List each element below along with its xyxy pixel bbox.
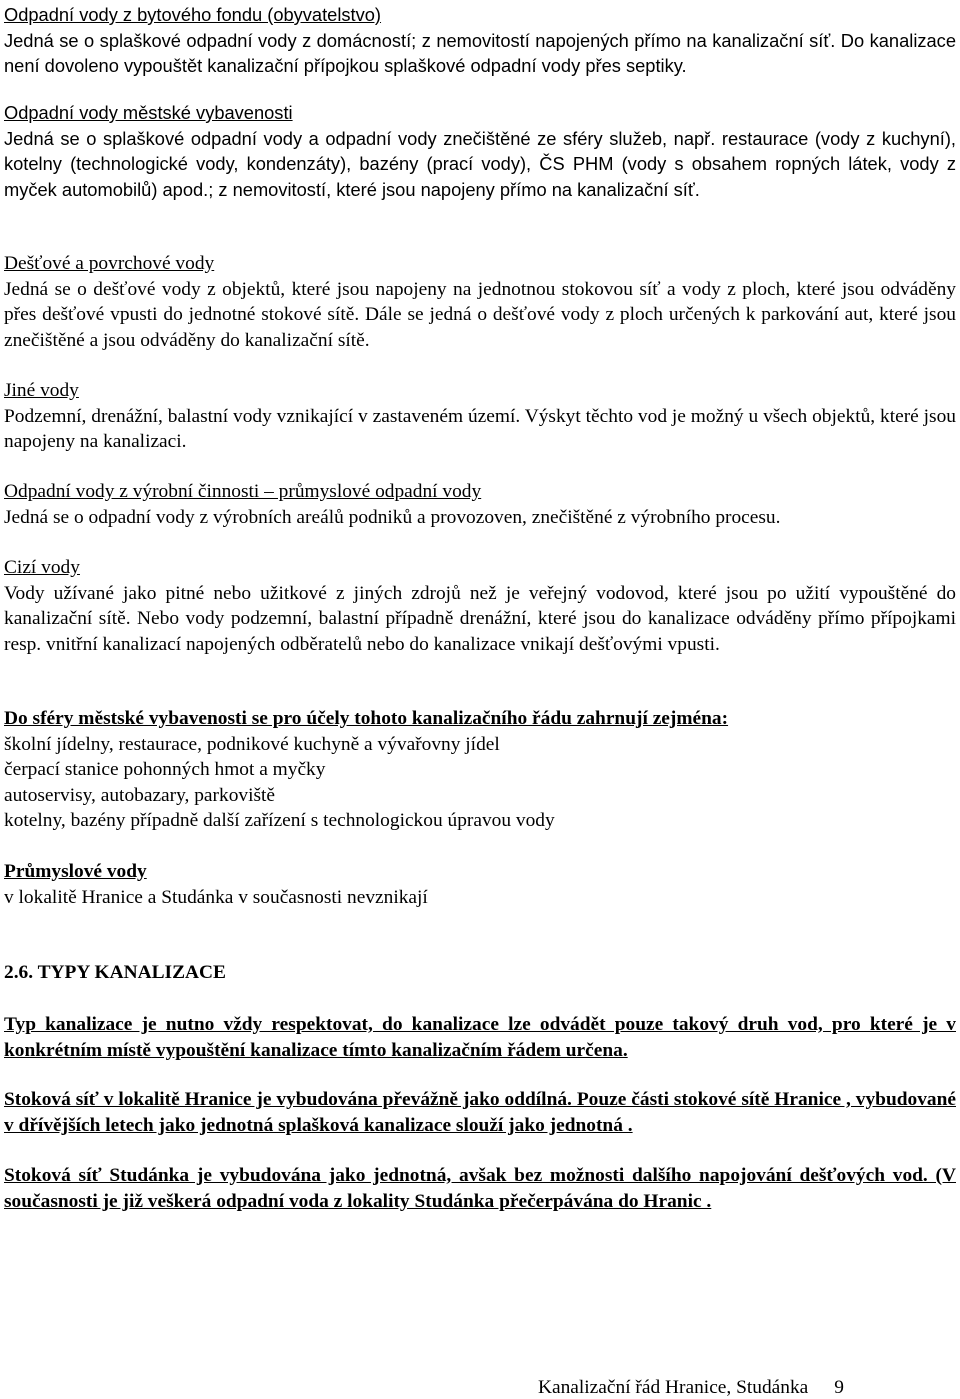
section-body: Vody užívané jako pitné nebo užitkové z jiných zdrojů než je veřejný vodovod, které jsou po užití vypouštěné do kanalizační sítě. Nebo vody podzemní, balastní případně drenážní, které jsou do kanalizace odváděny přímo přípojkami resp. vnitřní kanalizací napojených odběratelů nebo do kanalizace vnikají dešťovými vpusti.	[4, 582, 956, 655]
section-heading: Odpadní vody z výrobní činnosti – průmyslové odpadní vody	[4, 481, 482, 502]
section-heading: Odpadní vody městské vybavenosti	[4, 102, 293, 123]
section-mestska-vybavenost	[4, 100, 956, 202]
list-item: autoservisy, autobazary, parkoviště	[4, 784, 276, 806]
chapter-paragraph: Typ kanalizace je nutno vždy respektovat, do kanalizace lze odvádět pouze takový druh vod, pro které je v konkrétním místě vypouštění kanalizace tímto kanalizačním řádem určena.	[4, 1014, 956, 1061]
section-heading: Odpadní vody z bytového fondu (obyvatelstvo)	[4, 4, 382, 25]
section-cizi-vody	[4, 555, 956, 657]
section-body: Jedná se o odpadní vody z výrobních areálů podniků a provozoven, znečištěné z výrobního procesu.	[4, 506, 781, 528]
page-footer	[538, 1377, 844, 1399]
chapter-title: 2.6. TYPY KANALIZACE	[4, 962, 226, 983]
section-heading: Dešťové a povrchové vody	[4, 253, 215, 274]
chapter-paragraph: Stoková síť v lokalitě Hranice je vybudována převážně jako oddílná. Pouze části stokové sítě Hranice , vybudované v dřívějších letech jako jednotná splašková kanalizace slouží jako jednotná .	[4, 1089, 956, 1136]
section-heading: Jiné vody	[4, 380, 79, 401]
list-item: školní jídelny, restaurace, podnikové kuchyně a vývařovny jídel	[4, 733, 500, 755]
section-body: Jedná se o splaškové odpadní vody z domácností; z nemovitostí napojených přímo na kanalizační síť. Do kanalizace není dovoleno vypouštět kanalizační přípojkou splaškové odpadní vody přes septiky.	[4, 29, 956, 77]
sfera-list-section	[4, 706, 956, 834]
list-item: kotelny, bazény případně další zařízení s technologickou úpravou vody	[4, 810, 555, 832]
section-destove-vody	[4, 251, 956, 353]
section-jine-vody	[4, 378, 956, 455]
section-prumyslove-vody	[4, 859, 956, 910]
section-bytovy-fond	[4, 2, 956, 79]
page-number: 9	[834, 1377, 844, 1398]
section-heading: Průmyslové vody	[4, 861, 147, 882]
section-body: Jedná se o dešťové vody z objektů, které jsou napojeny na jednotnou stokovou síť a vody z ploch, které jsou odváděny přes dešťové vpusti do jednotné stokové sítě. Dále se jedná o dešťové vody z ploch určených k parkování aut, které jsou znečištěné a jsou odváděny do kanalizační sítě.	[4, 278, 956, 351]
section-heading: Cizí vody	[4, 557, 80, 578]
list-item: čerpací stanice pohonných hmot a myčky	[4, 759, 326, 781]
sfera-heading: Do sféry městské vybavenosti se pro účely tohoto kanalizačního řádu zahrnují zejména:	[4, 708, 729, 729]
section-prumyslove-odpadni-vody	[4, 479, 956, 530]
section-body: v lokalitě Hranice a Studánka v současnosti nevznikají	[4, 886, 428, 908]
section-body: Podzemní, drenážní, balastní vody vznikající v zastaveném území. Výskyt těchto vod je možný u všech objektů, které jsou napojeny na kanalizaci.	[4, 405, 956, 453]
section-body: Jedná se o splaškové odpadní vody a odpadní vody znečištěné ze sféry služeb, např. restaurace (vody z kuchyní), kotelny (technologické vody, kondenzáty), bazény (prací vody), ČS PHM (vody s obsahem ropných látek, vody z myček automobilů) apod.; z nemovitostí, které jsou napojeny přímo na kanalizační síť.	[4, 127, 956, 200]
chapter-paragraph: Stoková síť Studánka je vybudována jako jednotná, avšak bez možnosti dalšího napojování dešťových vod. (V současnosti je již veškerá odpadní voda z lokality Studánka přečerpávána do Hranic .	[4, 1165, 956, 1212]
footer-title: Kanalizační řád Hranice, Studánka	[538, 1377, 809, 1398]
